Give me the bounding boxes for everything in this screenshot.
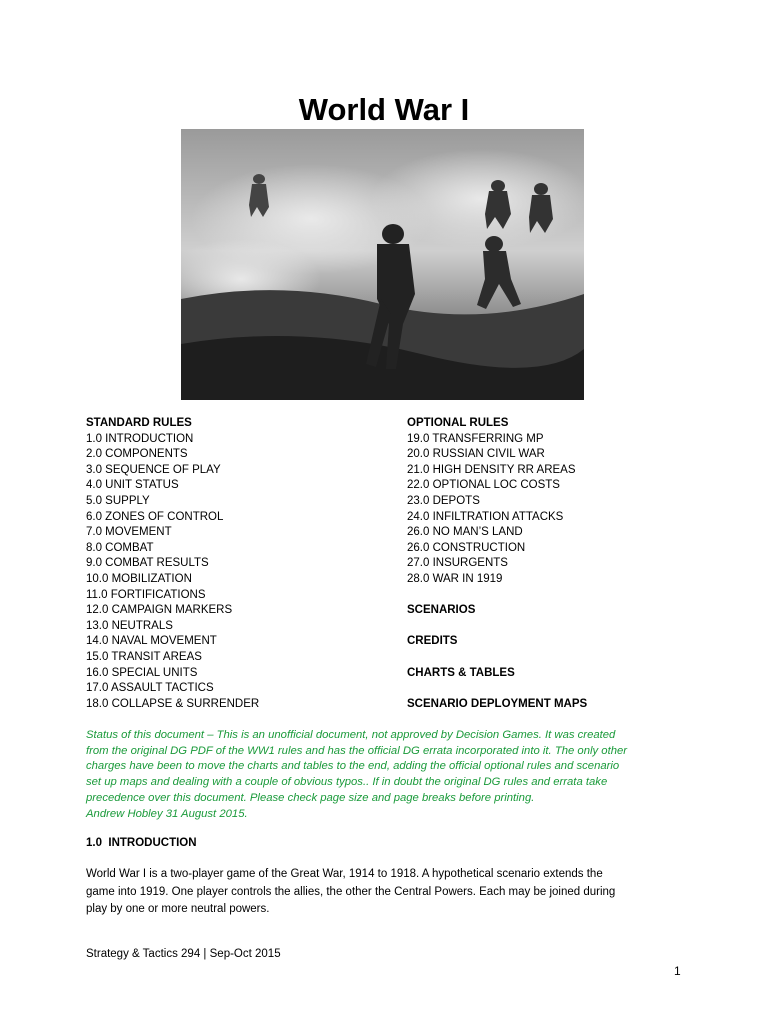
toc-item-construction[interactable]: 26.0 CONSTRUCTION bbox=[407, 541, 526, 554]
status-author-line: Andrew Hobley 31 August 2015. bbox=[86, 807, 248, 820]
status-note bbox=[86, 728, 686, 822]
introduction-paragraph bbox=[86, 866, 686, 919]
toc-item-fortifications[interactable]: 11.0 FORTIFICATIONS bbox=[86, 588, 206, 601]
toc-item-russian-civil-war[interactable]: 20.0 RUSSIAN CIVIL WAR bbox=[407, 448, 545, 461]
toc-item-zones-of-control[interactable]: 6.0 ZONES OF CONTROL bbox=[86, 510, 224, 523]
cover-photo bbox=[181, 129, 584, 400]
toc-item-collapse-surrender[interactable]: 18.0 COLLAPSE & SURRENDER bbox=[86, 697, 260, 710]
toc-item-depots[interactable]: 23.0 DEPOTS bbox=[407, 494, 480, 507]
toc-item-transferring-mp[interactable]: 19.0 TRANSFERRING MP bbox=[407, 432, 544, 445]
status-line: Status of this document – This is an unofficial document, not approved by Decision Games. It was created bbox=[86, 729, 616, 741]
toc-item-transit-areas[interactable]: 15.0 TRANSIT AREAS bbox=[86, 650, 202, 663]
toc-standard-heading: STANDARD RULES bbox=[86, 417, 192, 429]
paragraph-line: game into 1919. One player controls the allies, the other the Central Powers. Each may be joined during bbox=[86, 885, 616, 898]
toc-maps-heading[interactable]: SCENARIO DEPLOYMENT MAPS bbox=[407, 697, 588, 710]
toc-optional-rules bbox=[407, 416, 587, 712]
toc-item-infiltration-attacks[interactable]: 24.0 INFILTRATION ATTACKS bbox=[407, 510, 564, 523]
toc-item-special-units[interactable]: 16.0 SPECIAL UNITS bbox=[86, 666, 198, 679]
toc-item-war-in-1919[interactable]: 28.0 WAR IN 1919 bbox=[407, 572, 503, 585]
toc-item-campaign-markers[interactable]: 12.0 CAMPAIGN MARKERS bbox=[86, 604, 233, 617]
toc-standard-rules bbox=[86, 416, 259, 712]
document-title: World War I bbox=[298, 92, 470, 127]
toc-item-high-density-rr[interactable]: 21.0 HIGH DENSITY RR AREAS bbox=[407, 463, 576, 476]
toc-item-neutrals[interactable]: 13.0 NEUTRALS bbox=[86, 619, 173, 632]
toc-item-insurgents[interactable]: 27.0 INSURGENTS bbox=[407, 557, 508, 570]
status-line: charges have been to move the charts and tables to the end, adding the official optional rules and scenario bbox=[86, 760, 620, 773]
status-line: precedence over this document. Please check page size and page breaks before printing. bbox=[86, 791, 535, 804]
footer-separator: | bbox=[203, 948, 207, 960]
page-footer bbox=[86, 948, 281, 960]
status-line: set up maps and dealing with a couple of obvious typos.. If in doubt the original DG rules and errata take bbox=[86, 776, 608, 789]
toc-item-components[interactable]: 2.0 COMPONENTS bbox=[86, 448, 188, 461]
toc-scenarios-heading[interactable]: SCENARIOS bbox=[407, 604, 476, 617]
footer-publication: Strategy & Tactics 294 bbox=[86, 948, 201, 960]
toc-item-assault-tactics[interactable]: 17.0 ASSAULT TACTICS bbox=[86, 682, 214, 695]
toc-item-movement[interactable]: 7.0 MOVEMENT bbox=[86, 526, 172, 539]
paragraph-line: play by one or more neutral powers. bbox=[86, 903, 270, 915]
toc-item-naval-movement[interactable]: 14.0 NAVAL MOVEMENT bbox=[86, 635, 217, 648]
toc-item-optional-loc-costs[interactable]: 22.0 OPTIONAL LOC COSTS bbox=[407, 479, 560, 492]
status-line: from the original DG PDF of the WW1 rules and has the official DG errata incorporated into it. The only other bbox=[86, 744, 628, 757]
toc-credits-heading[interactable]: CREDITS bbox=[407, 635, 458, 648]
page-number: 1 bbox=[674, 964, 681, 978]
toc-item-combat[interactable]: 8.0 COMBAT bbox=[86, 541, 154, 554]
toc-item-sequence-of-play[interactable]: 3.0 SEQUENCE OF PLAY bbox=[86, 463, 221, 476]
toc-item-supply[interactable]: 5.0 SUPPLY bbox=[86, 494, 150, 507]
section-heading-introduction: 1.0 INTRODUCTION bbox=[86, 837, 197, 849]
toc-item-unit-status[interactable]: 4.0 UNIT STATUS bbox=[86, 479, 179, 492]
paragraph-line: World War I is a two-player game of the Great War, 1914 to 1918. A hypothetical scenario extends the bbox=[86, 868, 603, 880]
toc-charts-heading[interactable]: CHARTS & TABLES bbox=[407, 666, 515, 679]
toc-item-no-mans-land[interactable]: 26.0 NO MAN’S LAND bbox=[407, 526, 523, 539]
toc-item-combat-results[interactable]: 9.0 COMBAT RESULTS bbox=[86, 557, 209, 570]
toc-item-introduction[interactable]: 1.0 INTRODUCTION bbox=[86, 432, 194, 445]
toc-optional-heading: OPTIONAL RULES bbox=[407, 417, 509, 429]
toc-item-mobilization[interactable]: 10.0 MOBILIZATION bbox=[86, 572, 192, 585]
footer-issue: Sep-Oct 2015 bbox=[209, 948, 281, 960]
